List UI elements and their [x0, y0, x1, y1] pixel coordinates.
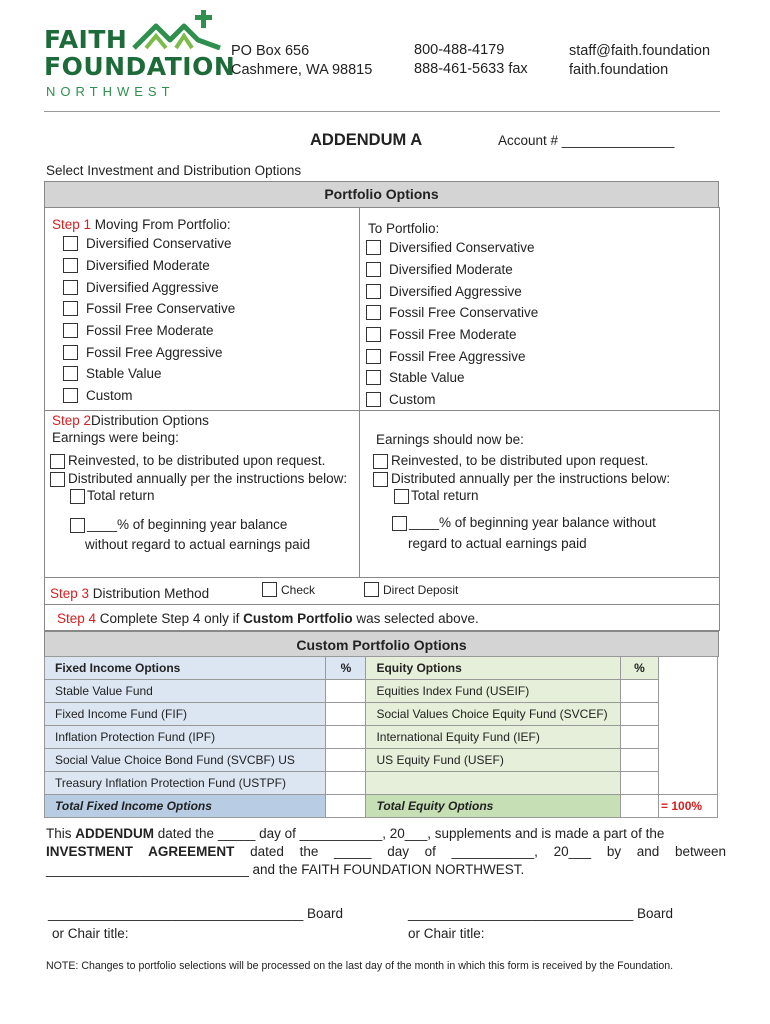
step2-title: Distribution Options	[91, 413, 209, 428]
agreement-line1: This ADDENDUM dated the _____ day of ___________, 20___, supplements and is made a part of the	[46, 826, 665, 841]
to-option[interactable]: Fossil Free Aggressive	[366, 345, 538, 367]
from-option[interactable]: Diversified Conservative	[63, 233, 235, 255]
left-percent-continuation: without regard to actual earnings paid	[85, 537, 311, 552]
chair-title-left: or Chair title:	[52, 926, 129, 941]
fax-number: 888-461-5633 fax	[414, 61, 528, 77]
checkbox[interactable]	[63, 345, 78, 360]
from-option[interactable]: Stable Value	[63, 363, 235, 385]
checkbox[interactable]	[50, 454, 65, 469]
hundred-text: = 100%	[661, 799, 703, 813]
equity-pct-input[interactable]	[621, 772, 659, 795]
step1-from-text: Moving From Portfolio:	[94, 217, 231, 232]
signature-right	[408, 905, 673, 943]
equity-pct-header: %	[621, 657, 659, 680]
equity-pct-input[interactable]	[621, 680, 659, 703]
phone-block	[414, 41, 528, 79]
header-divider	[44, 111, 720, 112]
step1-to-label: To Portfolio:	[368, 221, 440, 236]
right-reinvested-option[interactable]: Reinvested, to be distributed upon request.	[373, 452, 648, 470]
logo-text-foundation: FOUNDATION	[44, 52, 236, 81]
table-header-row	[45, 657, 718, 680]
checkbox[interactable]	[63, 280, 78, 295]
step4-tag: Step 4	[57, 611, 97, 626]
equity-total-label: Total Equity Options	[366, 795, 621, 818]
column-divider	[359, 207, 360, 577]
table-row: Fixed Income Fund (FIF) Social Values Choice Equity Fund (SVCEF)	[45, 703, 718, 726]
signature-line-left[interactable]: __________________________________ Board	[48, 906, 344, 921]
to-option[interactable]: Diversified Aggressive	[366, 280, 538, 302]
from-option[interactable]: Fossil Free Conservative	[63, 298, 235, 320]
signature-left	[48, 905, 343, 943]
checkbox[interactable]	[366, 305, 381, 320]
custom-portfolio-table	[44, 656, 718, 818]
from-option[interactable]: Fossil Free Moderate	[63, 320, 235, 342]
left-reinvested-option[interactable]: Reinvested, to be distributed upon request.	[50, 452, 325, 470]
checkbox[interactable]	[63, 388, 78, 403]
to-option[interactable]: Stable Value	[366, 367, 538, 389]
hundred-percent	[659, 795, 718, 818]
left-total-return-option[interactable]: Total return	[70, 487, 155, 505]
phone-number: 800-488-4179	[414, 42, 505, 58]
earnings-were-label: Earnings were being:	[52, 430, 179, 445]
checkbox[interactable]	[366, 392, 381, 407]
fixed-pct-input[interactable]	[326, 726, 366, 749]
earnings-should-label: Earnings should now be:	[376, 432, 524, 447]
email-link[interactable]: staff@faith.foundation	[569, 43, 711, 59]
page-title: ADDENDUM A	[310, 131, 423, 149]
checkbox[interactable]	[366, 262, 381, 277]
right-distributed-option[interactable]: Distributed annually per the instructions below:	[373, 470, 670, 488]
to-option[interactable]: Fossil Free Conservative	[366, 302, 538, 324]
equity-total-input[interactable]	[621, 795, 659, 818]
checkbox[interactable]	[63, 258, 78, 273]
fixed-pct-input[interactable]	[326, 680, 366, 703]
to-option[interactable]: Diversified Conservative	[366, 237, 538, 259]
table-row: Inflation Protection Fund (IPF) International Equity Fund (IEF)	[45, 726, 718, 749]
checkbox[interactable]	[366, 284, 381, 299]
agreement-paragraph	[46, 825, 726, 879]
to-option[interactable]: Diversified Moderate	[366, 259, 538, 281]
step3-heading	[50, 585, 209, 603]
checkbox[interactable]	[262, 582, 277, 597]
checkbox[interactable]	[63, 366, 78, 381]
equity-pct-input[interactable]	[621, 749, 659, 772]
equity-pct-input[interactable]	[621, 726, 659, 749]
checkbox[interactable]	[366, 349, 381, 364]
instruction-text: Select Investment and Distribution Options	[46, 163, 302, 178]
step3-title: Distribution Method	[92, 586, 210, 601]
to-option[interactable]: Custom	[366, 389, 538, 411]
left-percent-option[interactable]: ____% of beginning year balance	[70, 516, 287, 534]
equity-pct-input[interactable]	[621, 703, 659, 726]
checkbox[interactable]	[63, 323, 78, 338]
to-option[interactable]: Fossil Free Moderate	[366, 324, 538, 346]
step2-heading	[52, 412, 209, 430]
contact-block	[569, 42, 710, 80]
checkbox[interactable]	[63, 301, 78, 316]
checkbox[interactable]	[394, 489, 409, 504]
equity-header: Equity Options	[366, 657, 621, 680]
right-percent-option[interactable]: ____% of beginning year balance without	[392, 514, 656, 532]
agreement-line3: ___________________________ and the FAITH FOUNDATION NORTHWEST.	[46, 862, 525, 877]
table-row: Social Value Choice Bond Fund (SVCBF) US US Equity Fund (USEF)	[45, 749, 718, 772]
from-portfolio-list	[63, 233, 235, 407]
table-row: Stable Value Fund Equities Index Fund (USEIF)	[45, 680, 718, 703]
checkbox[interactable]	[366, 327, 381, 342]
right-percent-continuation: regard to actual earnings paid	[408, 536, 587, 551]
custom-portfolio-header: Custom Portfolio Options	[44, 631, 719, 657]
checkbox[interactable]	[70, 518, 85, 533]
address-line1: PO Box 656	[231, 43, 310, 59]
portfolio-options-header: Portfolio Options	[44, 181, 719, 208]
step1-tag: Step 1	[52, 217, 92, 232]
checkbox[interactable]	[392, 516, 407, 531]
checkbox[interactable]	[373, 472, 388, 487]
logo-text-faith: FAITH	[44, 25, 128, 54]
fixed-income-header: Fixed Income Options	[45, 657, 326, 680]
checkbox[interactable]	[364, 582, 379, 597]
from-option[interactable]: Custom	[63, 385, 235, 407]
logo-text-northwest: NORTHWEST	[46, 84, 175, 99]
fixed-total-label: Total Fixed Income Options	[45, 795, 326, 818]
address	[231, 42, 372, 80]
account-number-field[interactable]: Account # _______________	[498, 133, 675, 148]
step2-tag: Step 2	[52, 413, 92, 428]
footer-note: NOTE: Changes to portfolio selections will be processed on the last day of the month in which this form is received by the Foundation.	[46, 960, 674, 972]
fixed-total-input[interactable]	[326, 795, 366, 818]
right-total-return-option[interactable]: Total return	[394, 487, 479, 505]
from-option[interactable]: Diversified Aggressive	[63, 276, 235, 298]
from-option[interactable]: Diversified Moderate	[63, 255, 235, 277]
fixed-pct-input[interactable]	[326, 703, 366, 726]
checkbox[interactable]	[63, 236, 78, 251]
signature-line-right[interactable]: ______________________________ Board	[408, 906, 674, 921]
chair-title-right: or Chair title:	[408, 926, 485, 941]
checkbox[interactable]	[366, 240, 381, 255]
checkbox[interactable]	[50, 472, 65, 487]
from-option[interactable]: Fossil Free Aggressive	[63, 341, 235, 363]
to-portfolio-list	[366, 237, 538, 411]
fixed-pct-input[interactable]	[326, 772, 366, 795]
table-total-row	[45, 795, 718, 818]
fixed-pct-input[interactable]	[326, 749, 366, 772]
check-option[interactable]: Check	[262, 582, 315, 597]
table-row: Treasury Inflation Protection Fund (USTPF)	[45, 772, 718, 795]
checkbox[interactable]	[70, 489, 85, 504]
checkbox[interactable]	[373, 454, 388, 469]
logo	[44, 10, 236, 100]
step3-tag: Step 3	[50, 586, 90, 601]
address-line2: Cashmere, WA 98815	[231, 62, 373, 78]
left-distributed-option[interactable]: Distributed annually per the instructions below:	[50, 470, 347, 488]
logo-mountain-cross-icon	[132, 10, 222, 50]
website-link[interactable]: faith.foundation	[569, 62, 669, 78]
checkbox[interactable]	[366, 370, 381, 385]
direct-deposit-option[interactable]: Direct Deposit	[364, 582, 458, 597]
step4-text: Step 4 Complete Step 4 only if Custom Portfolio was selected above.	[57, 611, 479, 626]
agreement-line2: INVESTMENT AGREEMENT dated the _____ day of ___________, 20___ by and between	[46, 844, 726, 859]
fixed-pct-header: %	[326, 657, 366, 680]
step1-from-label	[52, 216, 231, 234]
